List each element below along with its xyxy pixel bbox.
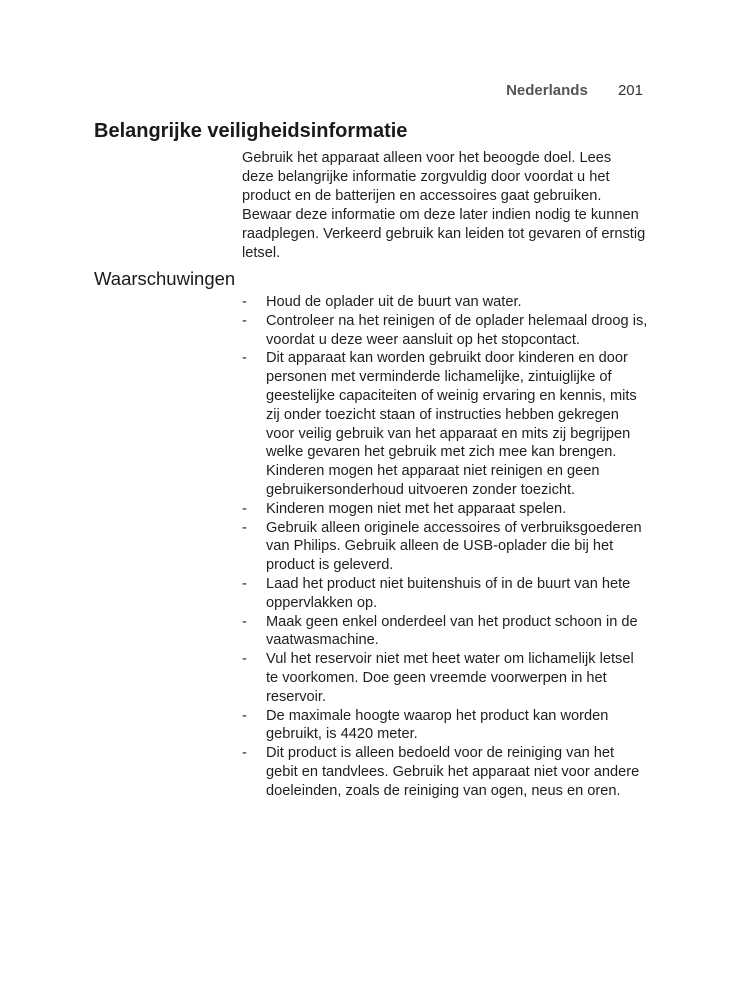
bullet-dash: - [242, 707, 247, 724]
bullet-dash: - [242, 312, 247, 329]
bullet-dash: - [242, 519, 247, 536]
list-item [242, 500, 648, 519]
list-item-text: Dit apparaat kan worden gebruikt door kinderen en door personen met verminderde lichamelijke, zintuiglijke of geestelijke capaciteiten of weinig ervaring en kennis, mits zij onder toezicht staan of instructies hebben gekregen voor veilig gebruik van het apparaat en mits zij begrijpen welke gevaren het gebruik met zich mee kan brengen. Kinderen mogen het apparaat niet reinigen en geen gebruikersonderhoud uitvoeren zonder toezicht. [266, 350, 637, 498]
bullet-dash: - [242, 575, 247, 592]
list-item-text: Controleer na het reinigen of de oplader helemaal droog is, voordat u deze weer aansluit op het stopcontact. [266, 312, 648, 348]
warnings-heading: Waarschuwingen [94, 268, 236, 289]
list-item [242, 349, 648, 499]
bullet-dash: - [242, 350, 247, 367]
warnings-list [242, 293, 648, 801]
list-item-text: Kinderen mogen niet met het apparaat spelen. [266, 500, 567, 517]
bullet-dash: - [242, 613, 247, 630]
bullet-dash: - [242, 294, 247, 310]
page-header [0, 82, 643, 99]
intro-paragraph: Gebruik het apparaat alleen voor het beoogde doel. Lees deze belangrijke informatie zorgvuldig door voordat u het product en de batterijen en accessoires gaat gebruiken. Bewaar deze informatie om deze later indien nodig te kunnen raadplegen. Verkeerd gebruik kan leiden tot gevaren of ernstig letsel. [242, 150, 646, 261]
list-item-text: Maak geen enkel onderdeel van het product schoon in de vaatwasmachine. [266, 613, 638, 649]
bullet-dash: - [242, 651, 247, 668]
list-item-text: Vul het reservoir niet met heet water om lichamelijk letsel te voorkomen. Doe geen vreemde voorwerpen in het reservoir. [266, 651, 634, 705]
list-item-text: Laad het product niet buitenshuis of in de buurt van hete oppervlakken op. [266, 575, 631, 611]
list-item [242, 293, 648, 312]
bullet-dash: - [242, 500, 247, 517]
list-item-text: De maximale hoogte waarop het product kan worden gebruikt, is 4420 meter. [266, 707, 609, 743]
bullet-dash: - [242, 745, 247, 762]
list-item [242, 744, 648, 800]
page-number: 201 [617, 82, 643, 99]
list-item [242, 519, 648, 575]
list-item [242, 613, 648, 651]
list-item [242, 707, 648, 745]
list-item-text: Dit product is alleen bedoeld voor de reiniging van het gebit en tandvlees. Gebruik het apparaat niet voor andere doeleinden, zoals de reiniging van ogen, neus en oren. [266, 745, 640, 799]
list-item-text: Houd de oplader uit de buurt van water. [266, 294, 522, 310]
list-item [242, 650, 648, 706]
language-label: Nederlands [506, 82, 588, 99]
list-item-text: Gebruik alleen originele accessoires of verbruiksgoederen van Philips. Gebruik alleen de USB-oplader die bij het product is geleverd. [266, 519, 642, 574]
section-title: Belangrijke veiligheidsinformatie [94, 120, 408, 142]
list-item [242, 575, 648, 613]
list-item [242, 312, 648, 350]
